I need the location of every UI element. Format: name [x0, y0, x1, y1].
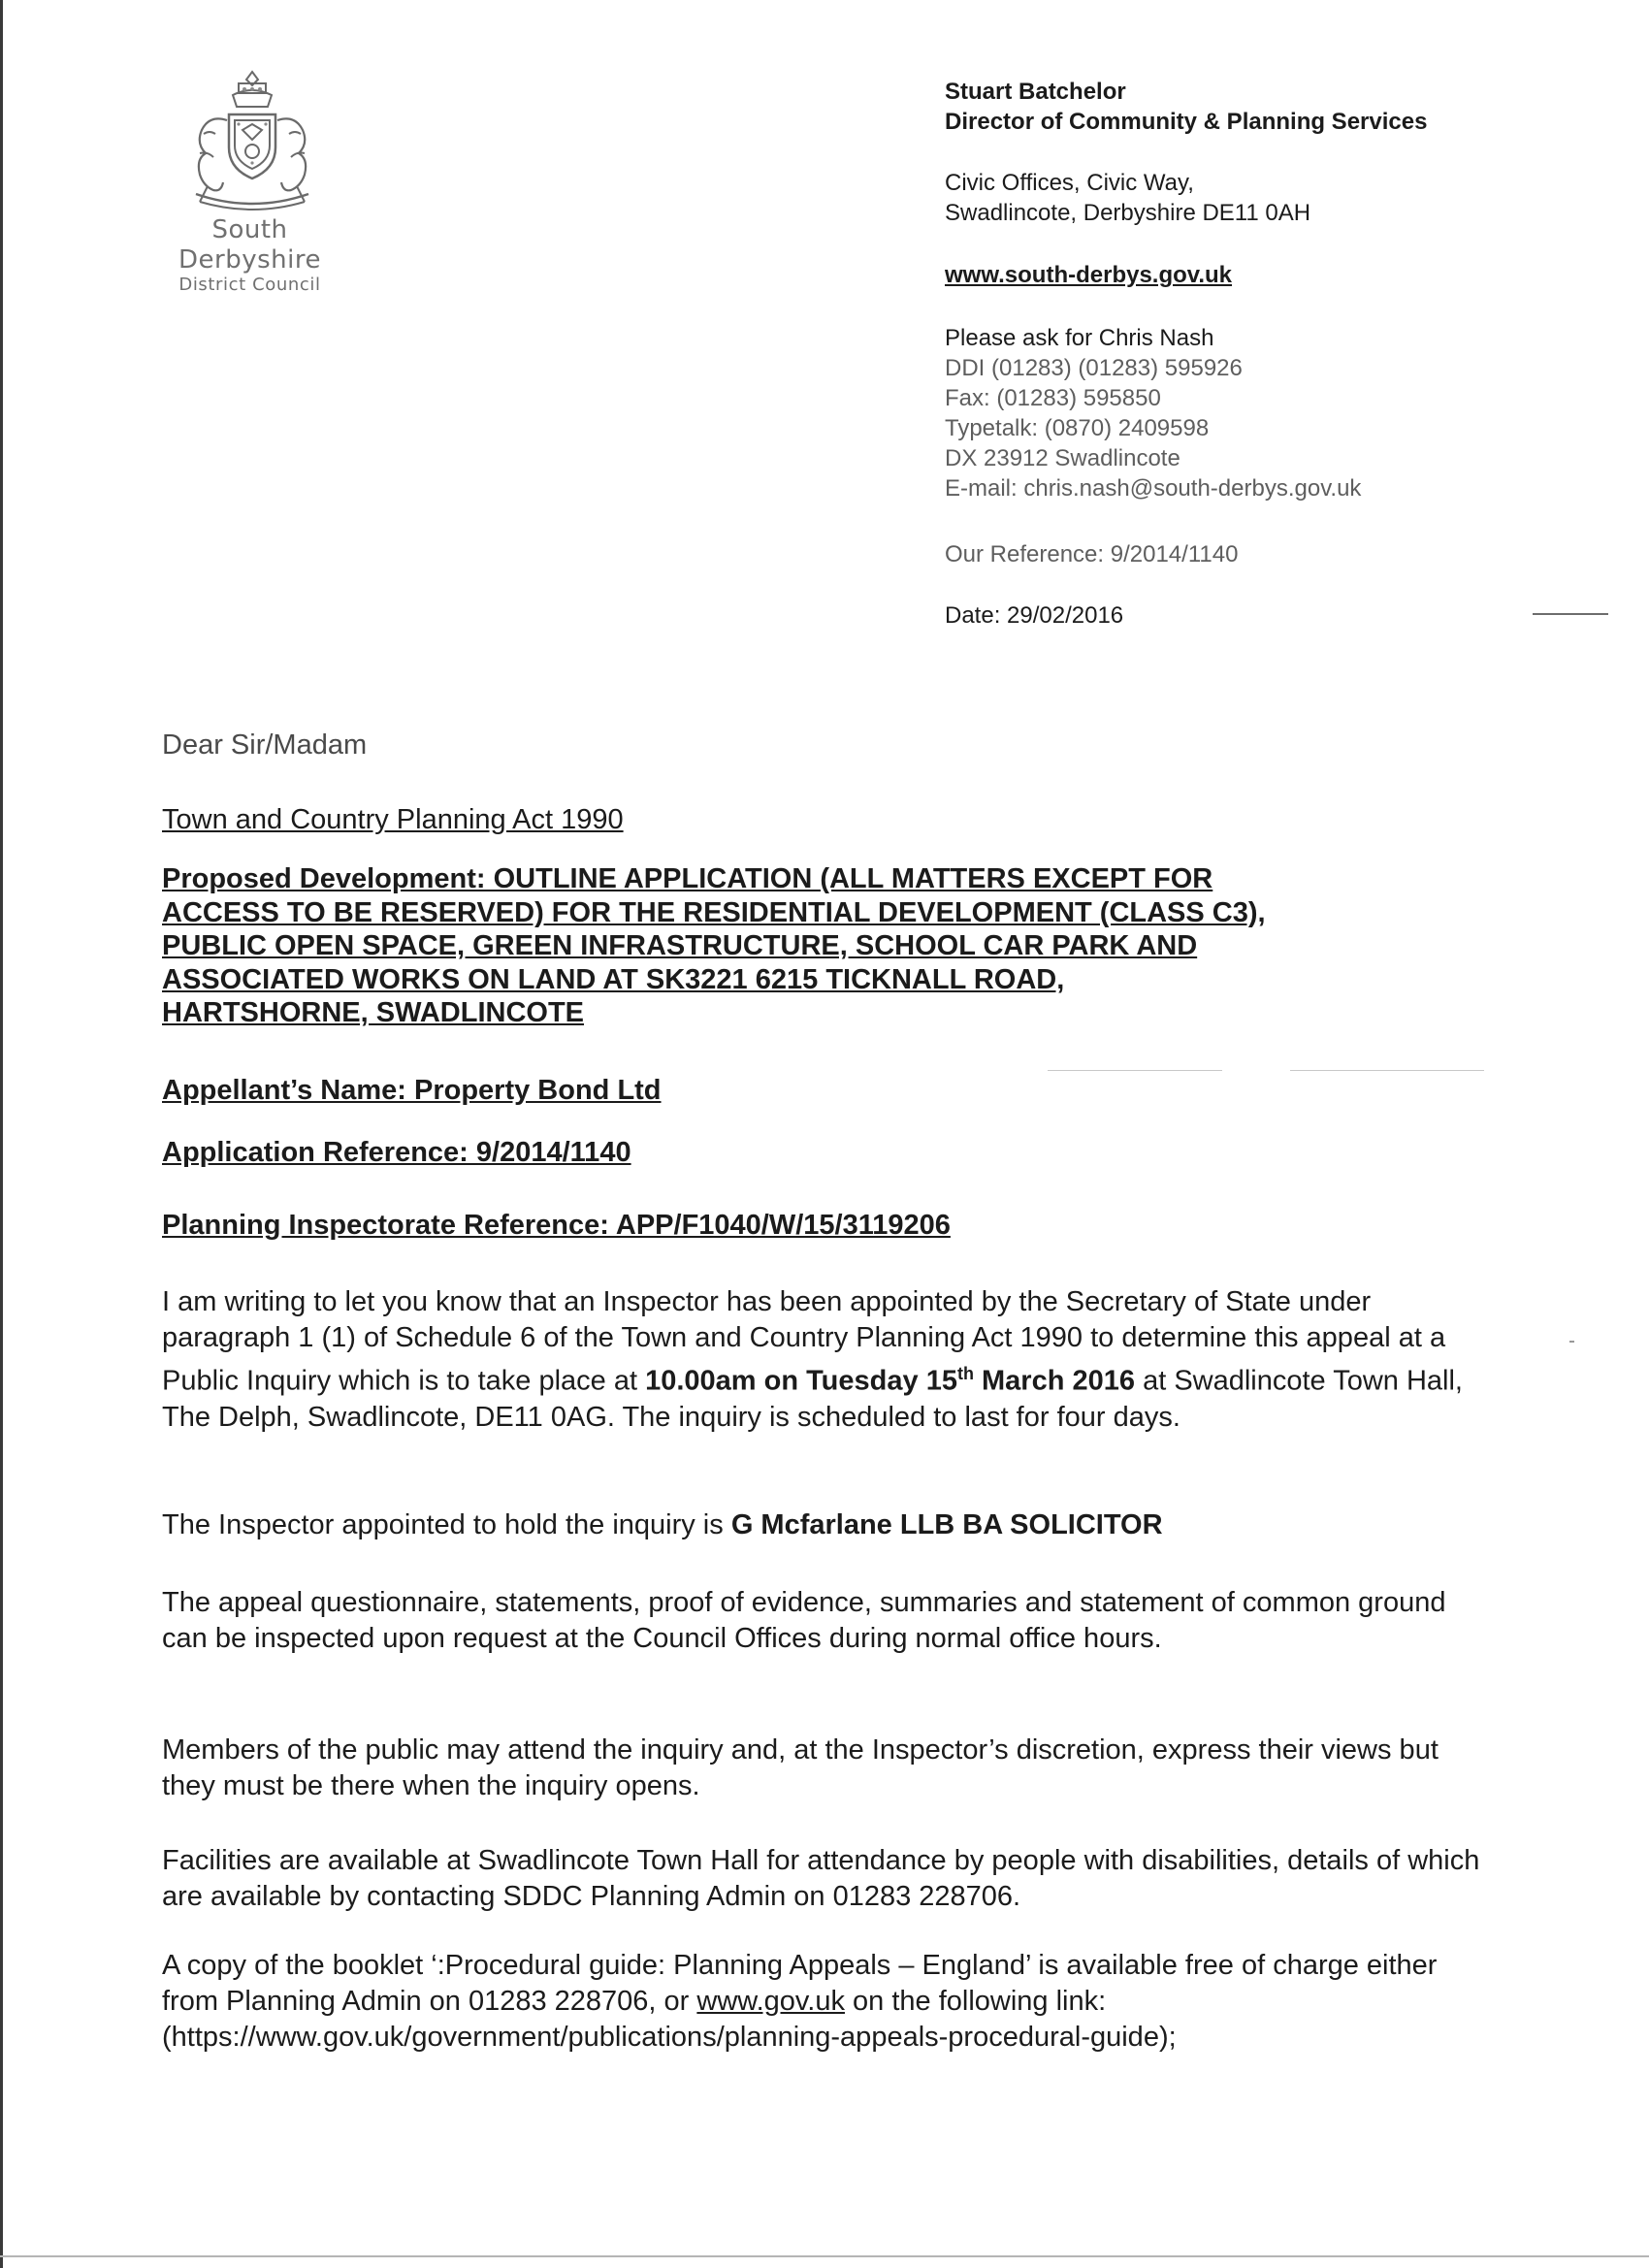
- reference-block: [945, 539, 1238, 569]
- paragraph-facilities: [162, 1843, 1481, 1915]
- address-line: Swadlincote, Derbyshire DE11 0AH: [945, 200, 1311, 226]
- inquiry-time: 10.00am on Tuesday: [645, 1365, 919, 1397]
- sender-block: [945, 77, 1427, 137]
- email-address: E-mail: chris.nash@south-derbys.gov.uk: [945, 475, 1362, 502]
- sender-name: Stuart Batchelor: [945, 79, 1126, 105]
- paragraph-text: Members of the public may attend the inquiry and, at the Inspector’s discretion, express their views but they must be there when the inquiry opens.: [162, 1734, 1439, 1801]
- application-reference: [162, 1135, 1481, 1171]
- scan-dash: [1048, 1070, 1222, 1071]
- proposed-development: [162, 862, 1481, 1030]
- our-reference: Our Reference: 9/2014/1140: [945, 541, 1239, 567]
- council-name-line: Derbyshire: [178, 244, 321, 275]
- paragraph-appointment: [162, 1284, 1481, 1436]
- greeting: [162, 728, 1481, 763]
- inspector-name: G Mcfarlane LLB BA SOLICITOR: [730, 1509, 1163, 1540]
- paragraph-text: The appeal questionnaire, statements, proof of evidence, summaries and statement of common ground can be inspected upon request at the Council Offices during normal office hours.: [162, 1587, 1446, 1654]
- inquiry-day: 15: [925, 1365, 957, 1397]
- proposed-development-line: PUBLIC OPEN SPACE, GREEN INFRASTRUCTURE, SCHOOL CAR PARK AND: [162, 930, 1198, 961]
- ask-for: Please ask for Chris Nash: [945, 325, 1214, 351]
- date-block: [945, 600, 1123, 631]
- typetalk-number: Typetalk: (0870) 2409598: [945, 415, 1210, 441]
- letter-date: Date: 29/02/2016: [945, 602, 1124, 629]
- address-line: Civic Offices, Civic Way,: [945, 170, 1194, 196]
- scan-edge-bottom: [0, 2255, 1649, 2257]
- paragraph-documents: [162, 1585, 1481, 1657]
- council-name-line: South: [211, 215, 288, 244]
- proposed-development-line: HARTSHORNE, SWADLINCOTE: [162, 997, 584, 1028]
- paragraph-text: I am writing to let you know that an Inspector has been appointed by the Secretary of State under paragraph 1 (1) of Schedule 6 of the Town and Country Planning Act 1990 to determine this appeal at a Public Inquiry which is to take place at: [162, 1286, 1446, 1397]
- act-heading: [162, 802, 1481, 838]
- inquiry-day-suffix: th: [956, 1364, 974, 1383]
- paragraph-text: on the following link: (https://www.gov.uk/government/publications/planning-appeals-procedural-guide);: [162, 1986, 1177, 2053]
- paragraph-inspector: [162, 1507, 1481, 1543]
- council-name: [116, 215, 383, 296]
- appellant-name: [162, 1073, 1481, 1109]
- paragraph-text: The Inspector appointed to hold the inquiry is: [162, 1509, 731, 1540]
- paragraph-text: Facilities are available at Swadlincote Town Hall for attendance by people with disabilities, details of which are available by contacting SDDC Planning Admin on 01283 228706.: [162, 1845, 1480, 1912]
- scan-edge: [0, 0, 3, 2268]
- contact-block: [945, 323, 1361, 503]
- proposed-development-line: ASSOCIATED WORKS ON LAND AT SK3221 6215 TICKNALL ROAD,: [162, 963, 1065, 995]
- paragraph-text: at Swadlincote Town Hall, The Delph, Swadlincote, DE11 0AG. The inquiry is scheduled to last for four days.: [162, 1365, 1463, 1433]
- paragraph-public: [162, 1733, 1481, 1804]
- act-heading-text: Town and Country Planning Act 1990: [162, 804, 624, 835]
- council-name-line: District Council: [178, 275, 321, 296]
- proposed-development-line: Proposed Development: OUTLINE APPLICATION (ALL MATTERS EXCEPT FOR: [162, 863, 1213, 894]
- scan-dash: [1290, 1070, 1484, 1071]
- gov-uk-link[interactable]: www.gov.uk: [696, 1986, 845, 2017]
- scan-dot: [1569, 1341, 1574, 1343]
- scan-mark: [1533, 613, 1608, 615]
- paragraph-text: A copy of the booklet ‘:Procedural guide: Planning Appeals – England’ is available free of charge either from Planning Admin on 01283 228706, or: [162, 1950, 1438, 2017]
- greeting-text: Dear Sir/Madam: [162, 729, 368, 761]
- proposed-development-line: ACCESS TO BE RESERVED) FOR THE RESIDENTIAL DEVELOPMENT (CLASS C3),: [162, 896, 1266, 928]
- council-crest-logo: [175, 66, 330, 229]
- paragraph-booklet: [162, 1948, 1481, 2056]
- inspectorate-reference-text: Planning Inspectorate Reference: APP/F1040/W/15/3119206: [162, 1210, 951, 1241]
- inquiry-month: March 2016: [973, 1365, 1136, 1397]
- ddi-number: DDI (01283) (01283) 595926: [945, 355, 1243, 381]
- website-block: [945, 260, 1232, 290]
- dx-number: DX 23912 Swadlincote: [945, 445, 1180, 471]
- appellant-name-text: Appellant’s Name: Property Bond Ltd: [162, 1075, 662, 1106]
- fax-number: Fax: (01283) 595850: [945, 385, 1161, 411]
- sender-title: Director of Community & Planning Services: [945, 109, 1428, 135]
- address-block: [945, 168, 1310, 228]
- application-reference-text: Application Reference: 9/2014/1140: [162, 1137, 631, 1168]
- website-link[interactable]: www.south-derbys.gov.uk: [945, 262, 1233, 288]
- inspectorate-reference: [162, 1208, 1481, 1244]
